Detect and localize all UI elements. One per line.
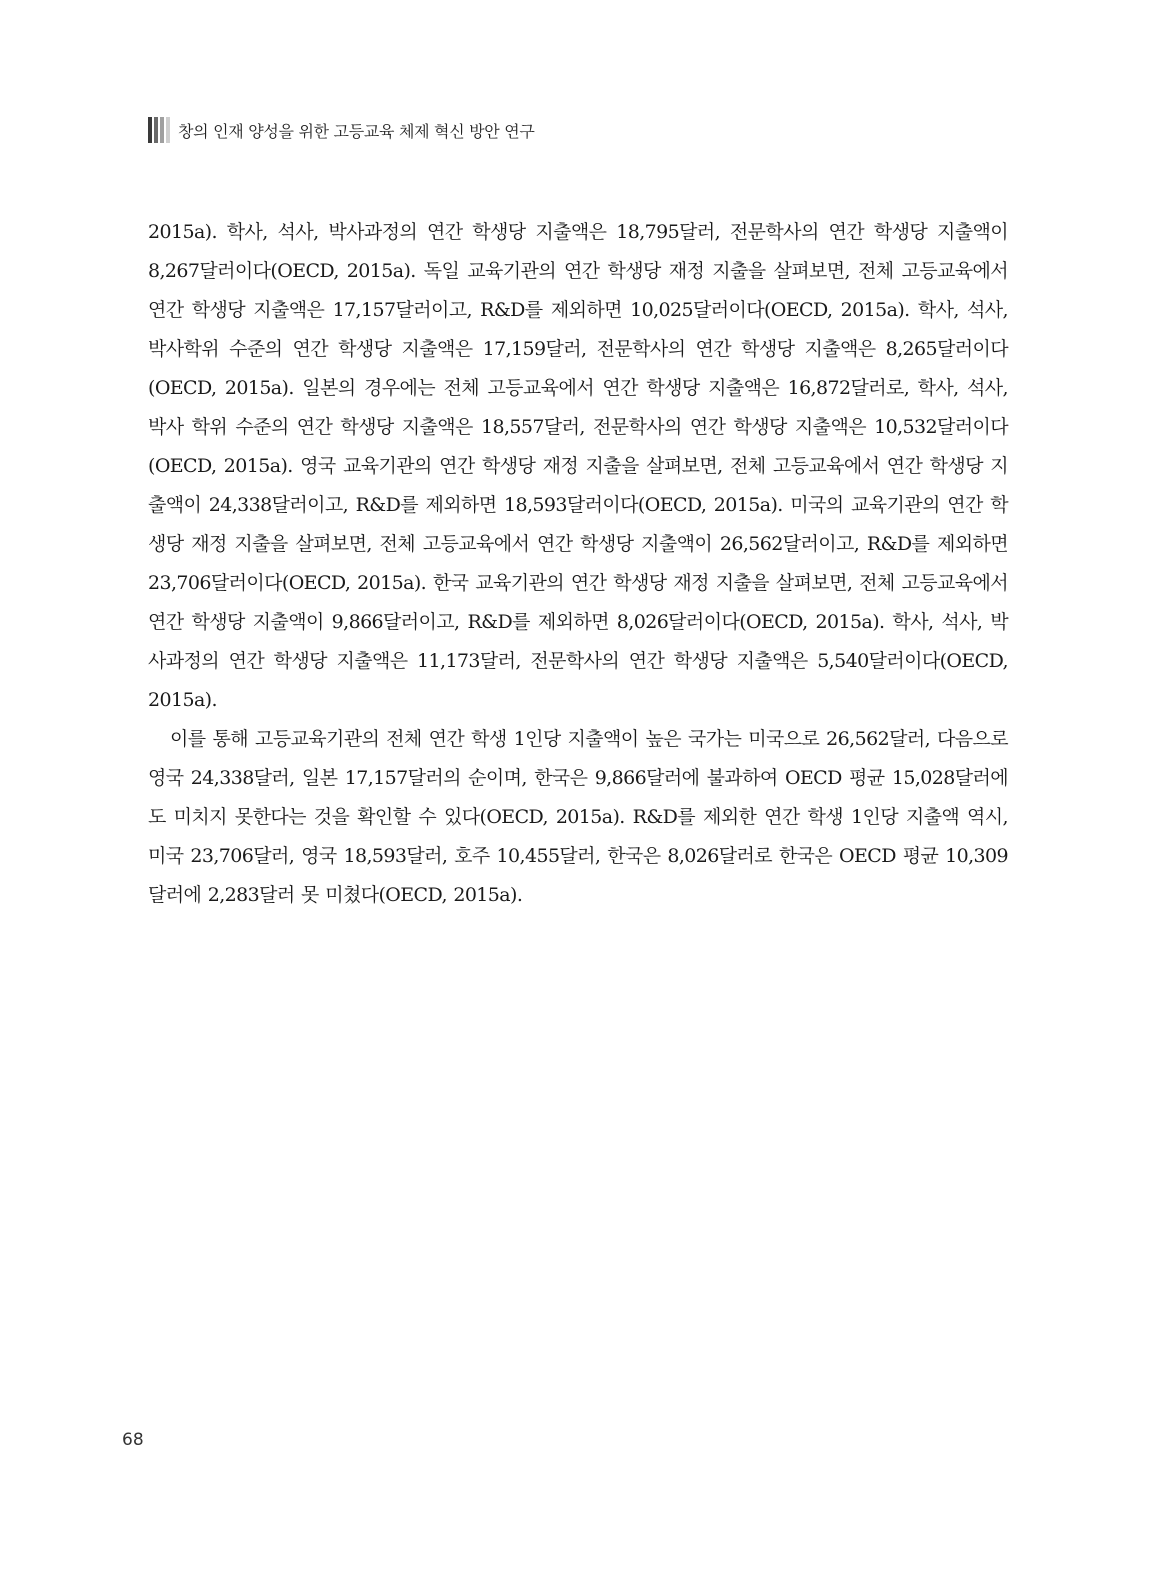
paragraph-2: 이를 통해 고등교육기관의 전체 연간 학생 1인당 지출액이 높은 국가는 미국으로 26,562달러, 다음으로 영국 24,338달러, 일본 17,157달러의 순이며, 한국은 9,866달러에 불과하여 OECD 평균 15,028달러에도 미치지 못한다는 것을 확인할 수 있다(OECD, 2015a). R&D를 제외한 연간 학생 1인당 지출액 역시, 미국 23,706달러, 영국 18,593달러, 호주 10,455달러, 한국은 8,026달러로 한국은 OECD 평균 10,309달러에 2,283달러 못 미쳤다(OECD, 2015a). [148, 728, 1008, 906]
page-number: 68 [122, 1430, 144, 1450]
header-bar-3 [160, 117, 164, 143]
header-bar-1 [148, 117, 152, 143]
paragraph-1: 2015a). 학사, 석사, 박사과정의 연간 학생당 지출액은 18,795달러, 전문학사의 연간 학생당 지출액이 8,267달러이다(OECD, 2015a). 독일 교육기관의 연간 학생당 재정 지출을 살펴보면, 전체 고등교육에서 연간 학생당 지출액은 17,157달러이고, R&D를 제외하면 10,025달러이다(OECD, 2015a). 학사, 석사, 박사학위 수준의 연간 학생당 지출액은 17,159달러, 전문학사의 연간 학생당 지출액은 8,265달러이다(OECD, 2015a). 일본의 경우에는 전체 고등교육에서 연간 학생당 지출액은 16,872달러로, 학사, 석사, 박사 학위 수준의 연간 학생당 지출액은 18,557달러, 전문학사의 연간 학생당 지출액은 10,532달러이다(OECD, 2015a). 영국 교육기관의 연간 학생당 재정 지출을 살펴보면, 전체 고등교육에서 연간 학생당 지출액이 24,338달러이고, R&D를 제외하면 18,593달러이다(OECD, 2015a). 미국의 교육기관의 연간 학생당 재정 지출을 살펴보면, 전체 고등교육에서 연간 학생당 지출액이 26,562달러이고, R&D를 제외하면 23,706달러이다(OECD, 2015a). 한국 교육기관의 연간 학생당 재정 지출을 살펴보면, 전체 고등교육에서 연간 학생당 지출액이 9,866달러이고, R&D를 제외하면 8,026달러이다(OECD, 2015a). 학사, 석사, 박사과정의 연간 학생당 지출액은 11,173달러, 전문학사의 연간 학생당 지출액은 5,540달러이다(OECD, 2015a). [148, 221, 1008, 711]
header-bars-decoration [148, 117, 170, 143]
header-bar-4 [166, 117, 170, 143]
body-text [148, 213, 1008, 915]
header-bar-2 [154, 117, 158, 143]
running-header [148, 117, 535, 143]
running-header-title: 창의 인재 양성을 위한 고등교육 체제 혁신 방안 연구 [178, 121, 535, 141]
